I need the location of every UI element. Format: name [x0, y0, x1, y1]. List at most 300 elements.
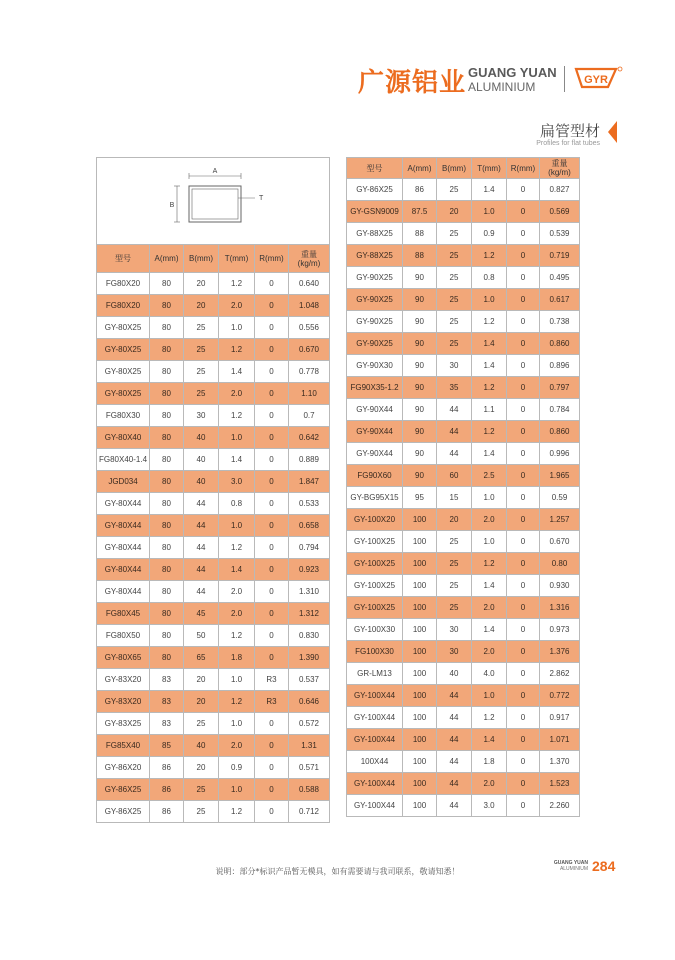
cell-t: 1.2: [219, 801, 255, 823]
table-row: [97, 515, 330, 537]
cell-model: GY-86X20: [97, 757, 150, 779]
cell-a: 90: [403, 399, 437, 421]
cell-model: GY-100X25: [347, 553, 403, 575]
cell-a: 90: [403, 465, 437, 487]
cell-r: 0: [507, 729, 540, 751]
cell-t: 1.4: [219, 559, 255, 581]
cell-weight: 0.533: [289, 493, 330, 515]
cell-a: 80: [150, 559, 184, 581]
section-title: [536, 122, 600, 147]
cell-weight: 0.670: [289, 339, 330, 361]
cell-b: 44: [184, 493, 219, 515]
cell-b: 40: [184, 471, 219, 493]
cell-weight: 0.642: [289, 427, 330, 449]
cell-a: 86: [150, 757, 184, 779]
cell-model: GY-GSN9009: [347, 201, 403, 223]
cell-b: 44: [437, 773, 472, 795]
dimension-label-a: A: [212, 168, 218, 175]
cell-t: 1.0: [472, 487, 507, 509]
cell-model: 100X44: [347, 751, 403, 773]
cell-b: 60: [437, 465, 472, 487]
cell-a: 100: [403, 773, 437, 795]
cell-t: 1.8: [472, 751, 507, 773]
cell-t: 1.2: [219, 537, 255, 559]
cell-r: 0: [255, 801, 289, 823]
cell-a: 80: [150, 537, 184, 559]
header-t: T(mm): [219, 245, 255, 273]
table-row: [347, 487, 580, 509]
cell-t: 2.0: [219, 295, 255, 317]
cell-b: 35: [437, 377, 472, 399]
cell-weight: 1.390: [289, 647, 330, 669]
table-row: [97, 669, 330, 691]
cell-b: 45: [184, 603, 219, 625]
cell-t: 1.0: [472, 289, 507, 311]
cell-r: 0: [507, 201, 540, 223]
brand-divider: [564, 66, 565, 92]
cell-model: GY-90X25: [347, 267, 403, 289]
cell-model: FG80X30: [97, 405, 150, 427]
cell-model: FG90X35-1.2: [347, 377, 403, 399]
table-row: [97, 735, 330, 757]
table-row: [97, 317, 330, 339]
cell-a: 100: [403, 663, 437, 685]
cell-t: 1.0: [219, 427, 255, 449]
cell-b: 44: [437, 399, 472, 421]
table-row: [347, 421, 580, 443]
cell-weight: 0.973: [540, 619, 580, 641]
cell-model: GY-80X44: [97, 581, 150, 603]
cell-a: 80: [150, 581, 184, 603]
table-row: [347, 751, 580, 773]
cell-b: 40: [184, 735, 219, 757]
cell-model: GY-80X25: [97, 361, 150, 383]
table-row: [97, 493, 330, 515]
cell-weight: 0.712: [289, 801, 330, 823]
cell-model: GY-80X44: [97, 515, 150, 537]
cell-r: 0: [255, 581, 289, 603]
table-row: [97, 581, 330, 603]
cell-weight: 0.571: [289, 757, 330, 779]
footer-brand-line2: ALUMINIUM: [559, 866, 588, 872]
cell-weight: 0.794: [289, 537, 330, 559]
header-weight-label: 重量: [551, 159, 568, 168]
cell-model: GY-100X44: [347, 729, 403, 751]
table-row: [97, 559, 330, 581]
cell-b: 44: [437, 751, 472, 773]
cell-weight: 1.10: [289, 383, 330, 405]
cell-t: 1.2: [472, 245, 507, 267]
cell-r: 0: [507, 421, 540, 443]
cell-t: 1.4: [219, 361, 255, 383]
header-a: A(mm): [403, 158, 437, 179]
cell-t: 1.4: [472, 729, 507, 751]
cell-r: 0: [507, 487, 540, 509]
cell-t: 1.4: [472, 443, 507, 465]
table-row: [347, 553, 580, 575]
cell-b: 40: [437, 663, 472, 685]
cell-r: 0: [255, 757, 289, 779]
cell-model: GY-100X44: [347, 685, 403, 707]
cell-b: 44: [437, 685, 472, 707]
cell-r: 0: [507, 575, 540, 597]
cell-t: 1.0: [472, 531, 507, 553]
right-spec-table: [346, 157, 580, 817]
cell-weight: 0.930: [540, 575, 580, 597]
footer-brand: [552, 860, 588, 872]
cell-a: 80: [150, 449, 184, 471]
table-row: [97, 295, 330, 317]
table-row: [97, 757, 330, 779]
cell-r: 0: [507, 377, 540, 399]
cell-t: 1.4: [472, 179, 507, 201]
cell-a: 90: [403, 355, 437, 377]
cell-r: 0: [255, 405, 289, 427]
cell-weight: 0.670: [540, 531, 580, 553]
cell-weight: 1.071: [540, 729, 580, 751]
cell-a: 88: [403, 245, 437, 267]
cell-b: 20: [184, 273, 219, 295]
cell-model: FG80X20: [97, 295, 150, 317]
table-row: [97, 691, 330, 713]
table-header-row: [97, 245, 330, 273]
cell-r: 0: [255, 493, 289, 515]
cell-b: 30: [437, 619, 472, 641]
table-row: [97, 713, 330, 735]
cell-t: 1.2: [472, 553, 507, 575]
cell-t: 3.0: [219, 471, 255, 493]
cell-t: 1.0: [219, 669, 255, 691]
brand-name-en-line2: ALUMINIUM: [468, 80, 536, 94]
cell-model: GY-80X44: [97, 493, 150, 515]
cell-r: 0: [507, 751, 540, 773]
table-row: [347, 179, 580, 201]
cell-model: GY-100X25: [347, 531, 403, 553]
cell-r: 0: [255, 515, 289, 537]
cell-model: FG85X40: [97, 735, 150, 757]
cell-r: 0: [255, 537, 289, 559]
cell-t: 1.2: [472, 421, 507, 443]
cell-a: 100: [403, 707, 437, 729]
cell-a: 90: [403, 377, 437, 399]
cell-r: 0: [507, 553, 540, 575]
cell-r: 0: [507, 443, 540, 465]
cell-model: GY-100X20: [347, 509, 403, 531]
cell-model: GY-90X25: [347, 311, 403, 333]
cell-b: 25: [184, 317, 219, 339]
cell-weight: 0.617: [540, 289, 580, 311]
cell-r: 0: [507, 465, 540, 487]
cell-weight: 0.797: [540, 377, 580, 399]
cell-r: 0: [507, 619, 540, 641]
cell-b: 50: [184, 625, 219, 647]
cell-t: 1.0: [472, 201, 507, 223]
cell-t: 1.0: [472, 685, 507, 707]
table-row: [347, 531, 580, 553]
cell-b: 25: [437, 575, 472, 597]
cell-b: 25: [184, 801, 219, 823]
cell-model: GY-90X44: [347, 399, 403, 421]
cell-weight: 0.772: [540, 685, 580, 707]
table-row: [97, 361, 330, 383]
cell-b: 30: [437, 641, 472, 663]
cell-weight: 0.569: [540, 201, 580, 223]
table-row: [97, 383, 330, 405]
header-r: R(mm): [255, 245, 289, 273]
footer-brand-line1: GUANG YUAN: [553, 860, 588, 866]
cell-weight: 0.539: [540, 223, 580, 245]
cell-weight: 0.996: [540, 443, 580, 465]
header-model: 型号: [97, 245, 150, 273]
cell-r: 0: [255, 779, 289, 801]
cell-r: 0: [507, 223, 540, 245]
cell-t: 2.0: [472, 509, 507, 531]
cell-b: 20: [437, 201, 472, 223]
table-row: [347, 663, 580, 685]
cell-t: 2.5: [472, 465, 507, 487]
table-row: [347, 795, 580, 817]
cell-weight: 1.847: [289, 471, 330, 493]
cell-model: GY-100X44: [347, 795, 403, 817]
table-row: [347, 399, 580, 421]
header-weight-unit: (kg/m): [297, 258, 321, 268]
header-b: B(mm): [437, 158, 472, 179]
cell-r: 0: [507, 641, 540, 663]
cell-model: GY-90X44: [347, 421, 403, 443]
cell-b: 15: [437, 487, 472, 509]
cell-r: 0: [507, 399, 540, 421]
section-title-cn: 扁管型材: [539, 122, 600, 140]
cell-weight: 1.316: [540, 597, 580, 619]
cell-a: 90: [403, 333, 437, 355]
cell-r: 0: [255, 317, 289, 339]
cell-b: 25: [184, 713, 219, 735]
cell-a: 83: [150, 669, 184, 691]
footer-note: 说明：部分*标识产品暂无模具，如有需要请与我司联系，敬请知悉！: [215, 867, 460, 876]
cell-a: 88: [403, 223, 437, 245]
cell-weight: 0.896: [540, 355, 580, 377]
cell-model: FG80X50: [97, 625, 150, 647]
table-row: [97, 625, 330, 647]
cell-b: 44: [184, 537, 219, 559]
cell-r: 0: [255, 273, 289, 295]
cell-r: 0: [507, 773, 540, 795]
cell-a: 86: [150, 779, 184, 801]
cell-t: 1.4: [472, 355, 507, 377]
cell-r: 0: [255, 383, 289, 405]
table-row: [347, 641, 580, 663]
cell-weight: 1.310: [289, 581, 330, 603]
header-model: 型号: [347, 158, 403, 179]
cell-weight: 0.572: [289, 713, 330, 735]
cell-t: 2.0: [472, 597, 507, 619]
cell-model: GY-80X44: [97, 537, 150, 559]
cell-b: 44: [437, 443, 472, 465]
section-tab-arrow-icon: [608, 121, 617, 143]
cell-weight: 0.778: [289, 361, 330, 383]
cell-r: 0: [255, 603, 289, 625]
cell-weight: 0.556: [289, 317, 330, 339]
cell-r: 0: [507, 509, 540, 531]
cell-r: 0: [255, 339, 289, 361]
cell-b: 44: [437, 729, 472, 751]
cell-a: 80: [150, 515, 184, 537]
cell-b: 25: [437, 289, 472, 311]
cell-t: 2.0: [219, 581, 255, 603]
cell-a: 83: [150, 691, 184, 713]
brand-name-cn: 广源铝业: [358, 68, 467, 98]
header-r: R(mm): [507, 158, 540, 179]
cell-b: 25: [437, 311, 472, 333]
table-row: [347, 729, 580, 751]
cell-weight: 2.862: [540, 663, 580, 685]
cell-r: 0: [507, 663, 540, 685]
cell-weight: 1.376: [540, 641, 580, 663]
cell-r: 0: [255, 647, 289, 669]
cell-model: GY-80X44: [97, 559, 150, 581]
cell-b: 20: [184, 295, 219, 317]
cell-b: 44: [184, 559, 219, 581]
cell-a: 80: [150, 647, 184, 669]
page-number: 284: [592, 858, 616, 874]
left-spec-table: [96, 157, 330, 823]
cell-weight: 0.738: [540, 311, 580, 333]
cell-r: 0: [255, 295, 289, 317]
cell-r: 0: [507, 179, 540, 201]
cell-weight: 0.495: [540, 267, 580, 289]
cell-a: 80: [150, 471, 184, 493]
table-row: [97, 537, 330, 559]
cell-weight: 0.80: [540, 553, 580, 575]
cell-model: GY-100X44: [347, 773, 403, 795]
cell-b: 25: [437, 333, 472, 355]
cell-r: 0: [507, 311, 540, 333]
cell-r: 0: [255, 427, 289, 449]
cell-model: GY-80X25: [97, 383, 150, 405]
cell-weight: 0.860: [540, 421, 580, 443]
cell-weight: 0.646: [289, 691, 330, 713]
cell-r: 0: [255, 735, 289, 757]
cell-b: 25: [437, 531, 472, 553]
cell-t: 4.0: [472, 663, 507, 685]
cell-t: 1.2: [219, 273, 255, 295]
cell-a: 90: [403, 421, 437, 443]
cell-model: FG80X45: [97, 603, 150, 625]
cell-model: FG90X60: [347, 465, 403, 487]
cell-weight: 0.640: [289, 273, 330, 295]
cell-model: FG80X40-1.4: [97, 449, 150, 471]
cell-a: 80: [150, 625, 184, 647]
cell-weight: 0.784: [540, 399, 580, 421]
cell-r: 0: [507, 531, 540, 553]
cell-b: 40: [184, 427, 219, 449]
cell-weight: 0.923: [289, 559, 330, 581]
cell-a: 100: [403, 575, 437, 597]
cell-t: 3.0: [472, 795, 507, 817]
cell-model: GY-100X25: [347, 597, 403, 619]
table-row: [347, 575, 580, 597]
cell-a: 95: [403, 487, 437, 509]
cell-b: 44: [184, 515, 219, 537]
cell-model: GY-90X44: [347, 443, 403, 465]
cell-r: 0: [255, 361, 289, 383]
cell-t: 0.9: [472, 223, 507, 245]
cell-b: 25: [437, 597, 472, 619]
cell-b: 20: [184, 757, 219, 779]
cell-r: 0: [255, 471, 289, 493]
cell-a: 100: [403, 729, 437, 751]
cell-b: 20: [184, 691, 219, 713]
cell-t: 1.2: [219, 405, 255, 427]
cell-r: 0: [255, 713, 289, 735]
cell-a: 80: [150, 317, 184, 339]
table-row: [97, 273, 330, 295]
cell-model: GY-90X25: [347, 333, 403, 355]
cell-a: 100: [403, 685, 437, 707]
header-weight: [289, 245, 330, 273]
cell-r: 0: [507, 795, 540, 817]
table-row: [347, 201, 580, 223]
cell-a: 80: [150, 295, 184, 317]
table-row: [97, 427, 330, 449]
table-row: [97, 471, 330, 493]
cell-b: 25: [437, 267, 472, 289]
cell-t: 1.2: [219, 625, 255, 647]
cell-model: GY-90X30: [347, 355, 403, 377]
cell-b: 25: [184, 779, 219, 801]
cell-a: 86: [150, 801, 184, 823]
header-a: A(mm): [150, 245, 184, 273]
table-row: [347, 443, 580, 465]
cell-weight: 1.31: [289, 735, 330, 757]
cell-weight: 0.827: [540, 179, 580, 201]
cell-a: 90: [403, 267, 437, 289]
cell-b: 65: [184, 647, 219, 669]
cell-t: 1.2: [472, 311, 507, 333]
cell-a: 80: [150, 405, 184, 427]
header-weight-label: 重量: [301, 249, 317, 259]
table-row: [97, 801, 330, 823]
cell-model: GY-88X25: [347, 245, 403, 267]
cell-weight: 2.260: [540, 795, 580, 817]
table-row: [347, 223, 580, 245]
cell-model: GY-83X25: [97, 713, 150, 735]
header-weight: [540, 158, 580, 179]
cell-r: 0: [255, 449, 289, 471]
cell-model: GY-80X25: [97, 317, 150, 339]
cell-a: 85: [150, 735, 184, 757]
cell-b: 44: [184, 581, 219, 603]
cell-a: 80: [150, 603, 184, 625]
cell-model: GY-100X30: [347, 619, 403, 641]
cell-t: 1.4: [472, 575, 507, 597]
cell-t: 1.0: [219, 779, 255, 801]
cell-model: GY-86X25: [347, 179, 403, 201]
cell-a: 87.5: [403, 201, 437, 223]
cell-a: 100: [403, 531, 437, 553]
cell-t: 1.2: [219, 691, 255, 713]
cell-model: GY-100X25: [347, 575, 403, 597]
cell-weight: 0.7: [289, 405, 330, 427]
cell-t: 0.9: [219, 757, 255, 779]
cell-r: 0: [255, 559, 289, 581]
cell-b: 20: [437, 509, 472, 531]
table-row: [97, 405, 330, 427]
table-header-row: [347, 158, 580, 179]
cell-b: 25: [437, 223, 472, 245]
cell-b: 25: [437, 553, 472, 575]
table-row: [97, 647, 330, 669]
